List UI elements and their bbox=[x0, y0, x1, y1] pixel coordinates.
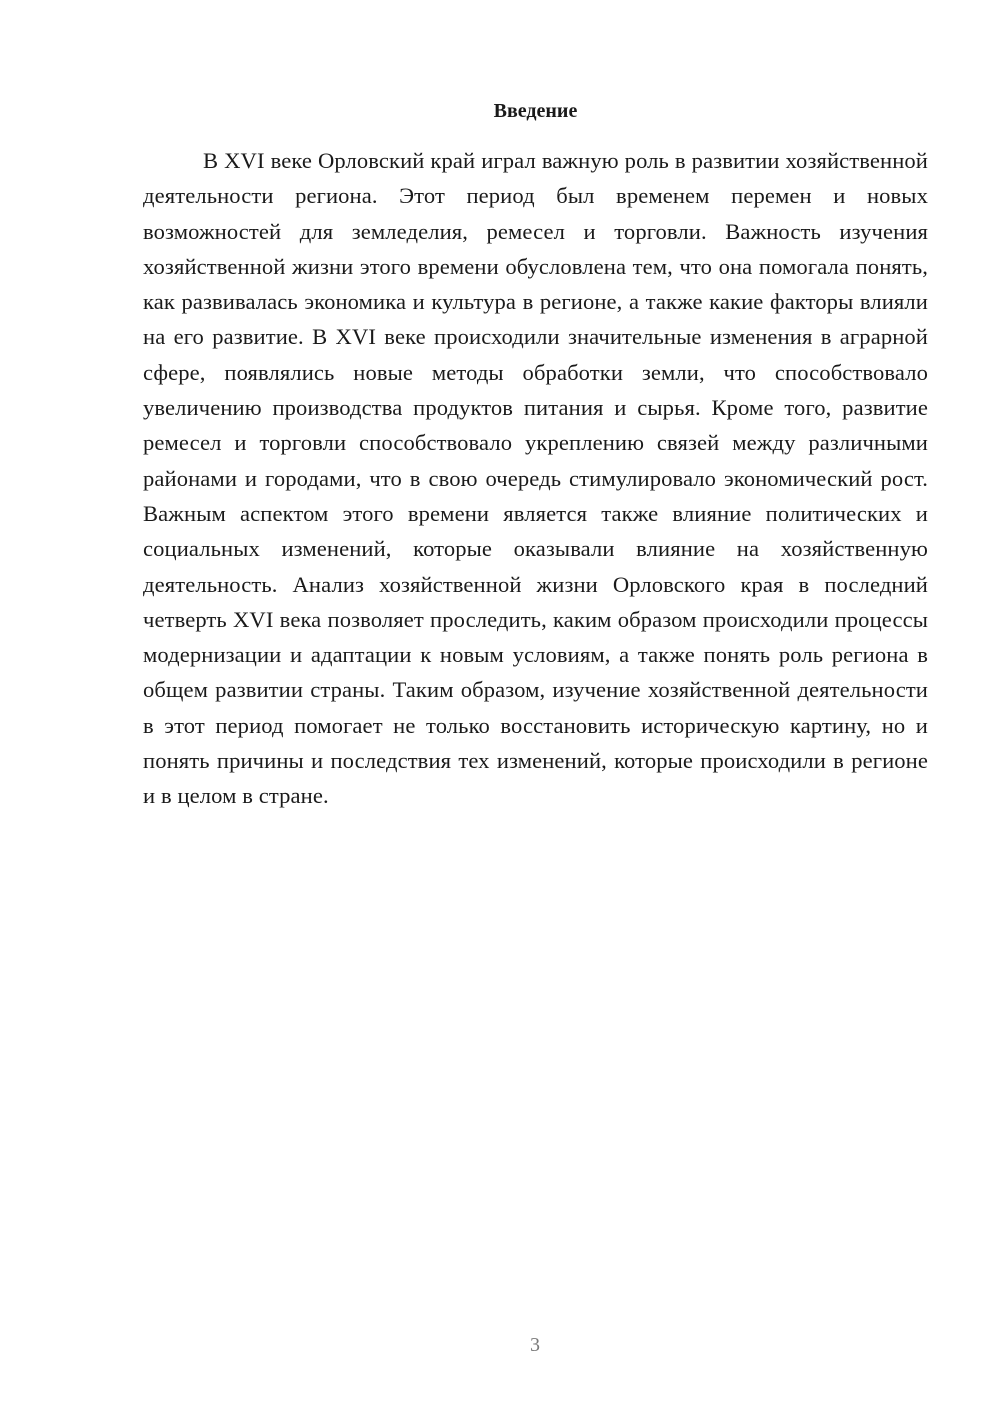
page-number: 3 bbox=[530, 1334, 540, 1356]
body-paragraph: В XVI веке Орловский край играл важную роль в развитии хозяйственной деятельности региона. Этот период был временем перемен и новых возможностей для земледелия, ремесел и торговли. Важность изучения хозяйственной жизни этого времени обусловлена тем, что она помогала понять, как развивалась экономика и культура в регионе, а также какие факторы влияли на его развитие. В XVI веке происходили значительные изменения в аграрной сфере, появлялись новые методы обработки земли, что способствовало увеличению производства продуктов питания и сырья. Кроме того, развитие ремесел и торговли способствовало укреплению связей между различными районами и городами, что в свою очередь стимулировало экономический рост. Важным аспектом этого времени является также влияние политических и социальных изменений, которые оказывали влияние на хозяйственную деятельность. Анализ хозяйственной жизни Орловского края в последний четверть XVI века позволяет проследить, каким образом происходили процессы модернизации и адаптации к новым условиям, а также понять роль региона в общем развитии страны. Таким образом, изучение хозяйственной деятельности в этот период помогает не только восстановить историческую картину, но и понять причины и последствия тех изменений, которые происходили в регионе и в целом в стране. bbox=[143, 148, 928, 809]
section-heading: Введение bbox=[493, 100, 578, 122]
